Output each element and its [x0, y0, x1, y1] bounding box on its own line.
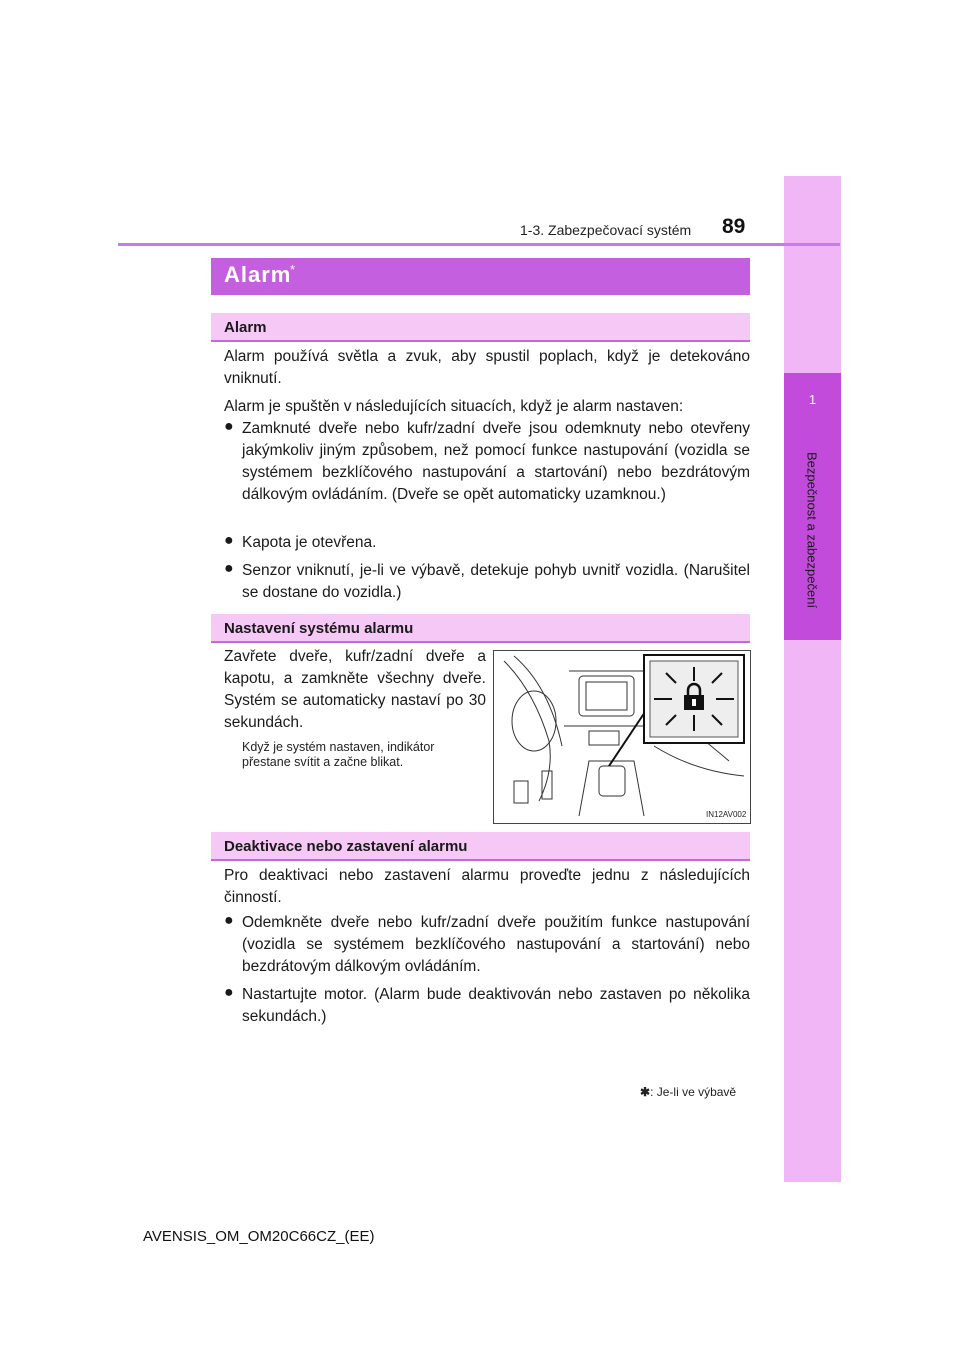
section-heading-deactivation: Deaktivace nebo zastavení alarmu: [224, 838, 468, 855]
dashboard-illustration: [493, 650, 751, 824]
section-title: 1-3. Zabezpečovací systém: [520, 222, 692, 238]
alarm-bullet-1: Zamknuté dveře nebo kufr/zadní dveře jsou odemknuty nebo otevřeny jakýmkoliv jiným způsobem, než pomocí funkce nastupování (vozidla se systémem bezklíčového nastupování a startování) nebo bezdrátovým dálkovým ovládáním. (Dveře se opět automaticky uzamknou.): [242, 420, 750, 503]
bullet-icon: ●: [224, 984, 234, 1001]
figure-code: IN12AV002: [706, 810, 747, 819]
alarm-bullet-3: Senzor vniknutí, je-li ve výbavě, detekuje pohyb uvnitř vozidla. (Narušitel se dostane do vozidla.): [242, 562, 750, 601]
optional-equipment-marker: *: [290, 262, 296, 277]
bullet-icon: ●: [224, 560, 234, 577]
section-heading-setting: Nastavení systému alarmu: [224, 620, 414, 637]
alarm-bullet-2: Kapota je otevřena.: [242, 534, 377, 551]
chapter-number: 1: [808, 392, 817, 407]
alarm-intro-2: Alarm je spuštěn v následujících situacích, když je alarm nastaven:: [224, 398, 684, 415]
footnote: [640, 1085, 736, 1099]
deactivation-bullet-1: Odemkněte dveře nebo kufr/zadní dveře použitím funkce nastupování (vozidla se systémem bezklíčového nastupování a startování) nebo bezdrátovým dálkovým ovládáním.: [242, 914, 750, 975]
footnote-text: : Je-li ve výbavě: [650, 1085, 737, 1099]
bullet-icon: ●: [224, 912, 234, 929]
dashboard-drawing: [494, 651, 750, 823]
side-tab: [784, 176, 841, 1182]
asterisk-icon: ✱: [640, 1085, 651, 1099]
bullet-icon: ●: [224, 532, 234, 549]
page-number: 89: [722, 215, 746, 238]
section-heading-alarm: Alarm: [224, 319, 267, 336]
chapter-title: Bezpečnost a zabezpečení: [804, 451, 820, 609]
page-title: Alarm: [224, 262, 292, 287]
setting-note: Když je systém nastaven, indikátor přestane svítit a začne blikat.: [242, 740, 435, 769]
deactivation-bullet-2: Nastartujte motor. (Alarm bude deaktivován nebo zastaven po několika sekundách.): [242, 986, 750, 1025]
section-header-alarm: [211, 313, 750, 342]
deactivation-intro: Pro deaktivaci nebo zastavení alarmu proveďte jednu z následujících činností.: [224, 867, 750, 906]
alarm-intro-1: Alarm používá světla a zvuk, aby spustil poplach, když je detekováno vniknutí.: [224, 348, 750, 387]
header-rule: [118, 243, 840, 246]
bullet-icon: ●: [224, 418, 234, 435]
setting-body: Zavřete dveře, kufr/zadní dveře a kapotu, a zamkněte všechny dveře. Systém se automaticky nastaví po 30 sekundách.: [224, 648, 486, 731]
document-code: AVENSIS_OM_OM20C66CZ_(EE): [143, 1228, 375, 1245]
